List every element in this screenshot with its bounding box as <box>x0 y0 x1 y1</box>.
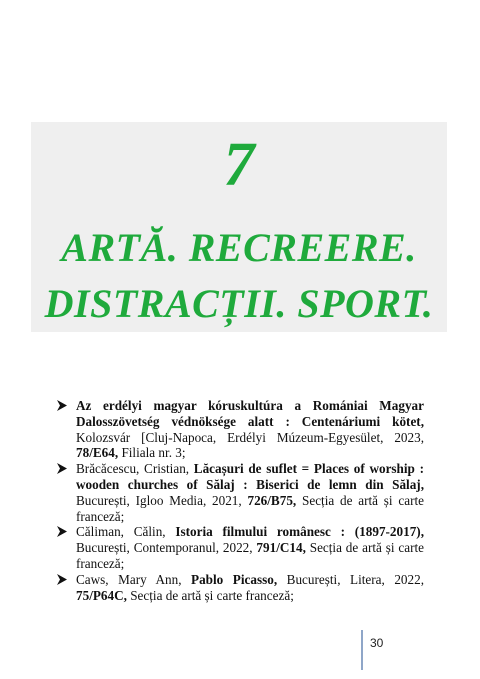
entry-publication: București, Contemporanul, 2022, <box>76 540 257 556</box>
entry-title: Lăcașuri de suflet = Places of worship : wooden churches of Sălaj : Biserici de lemn din Sălaj, <box>76 461 424 492</box>
entry-title: Istoria filmului românesc : (1897-2017), <box>175 524 424 540</box>
chapter-title <box>31 220 447 332</box>
arrow-right-icon <box>56 463 67 474</box>
list-item <box>56 524 424 571</box>
entry-call-number: 791/C14, <box>256 540 306 556</box>
entry-author: Căliman, Călin, <box>76 524 176 540</box>
list-item <box>56 572 424 604</box>
page-number-rule <box>361 630 363 670</box>
arrow-right-icon <box>56 574 67 585</box>
entry-author: Caws, Mary Ann, <box>76 571 192 587</box>
entry-publication: București, Igloo Media, 2021, <box>76 492 248 508</box>
entry-title: Az erdélyi magyar kóruskultúra a Romániai Magyar Dalosszövetség védnöksége alatt : Centenáriumi kötet, <box>76 398 424 429</box>
entry-location: Secția de artă și carte franceză; <box>76 492 424 524</box>
chapter-number: 7 <box>223 131 255 199</box>
bibliography-list <box>56 398 424 603</box>
entry-title: Pablo Picasso, <box>191 571 278 587</box>
entry-call-number: 75/P64C, <box>76 587 127 603</box>
chapter-title-line-2: DISTRACȚII. SPORT. <box>44 281 434 326</box>
page-number: 30 <box>370 636 384 650</box>
list-item <box>56 461 424 524</box>
arrow-right-icon <box>56 400 67 411</box>
entry-location: Filiala nr. 3; <box>118 445 186 461</box>
entry-location: Secția de artă și carte franceză; <box>76 540 424 571</box>
entry-publication: București, Litera, 2022, <box>277 571 424 587</box>
entry-call-number: 78/E64, <box>76 445 119 461</box>
chapter-title-line-1: ARTĂ. RECREERE. <box>61 225 417 270</box>
entry-call-number: 726/B75, <box>247 492 297 508</box>
entry-location: Secția de artă și carte franceză; <box>126 587 294 603</box>
entry-publication: Kolozsvár [Cluj-Napoca, Erdélyi Múzeum-Egyesület, 2023, <box>76 429 424 445</box>
list-item <box>56 398 424 461</box>
entry-author: Brăcăcescu, Cristian, <box>76 461 194 477</box>
chapter-banner <box>31 122 447 332</box>
arrow-right-icon <box>56 526 67 537</box>
